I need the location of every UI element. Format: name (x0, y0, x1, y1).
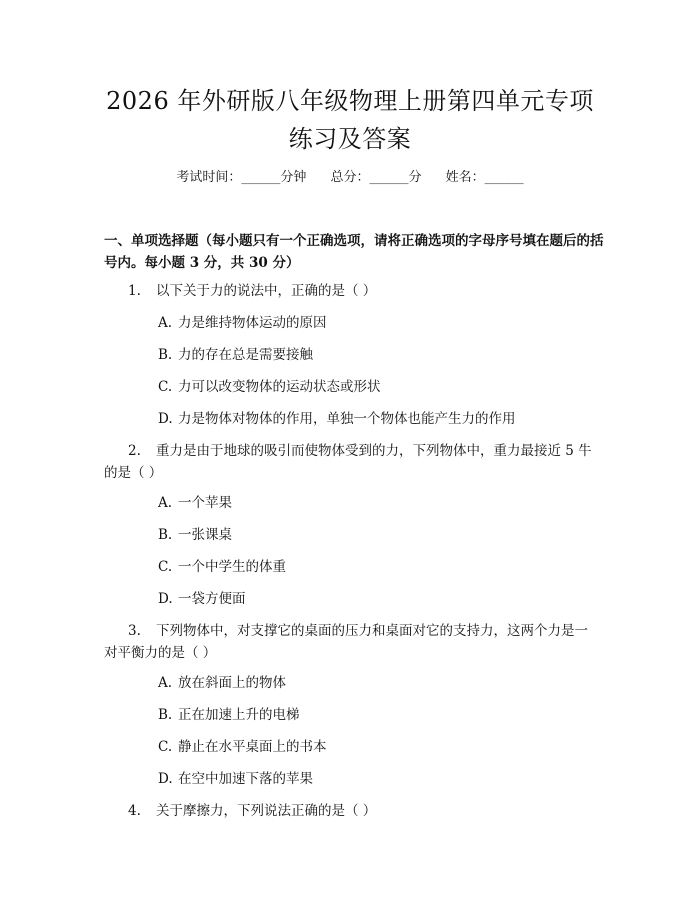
option-3b (158, 704, 300, 726)
option-text: 在空中加速下落的苹果 (178, 771, 313, 787)
question-4 (104, 800, 600, 822)
option-letter: D. (158, 591, 173, 607)
option-text: 放在斜面上的物体 (178, 675, 286, 691)
option-letter: C. (158, 739, 173, 755)
option-text: 力可以改变物体的运动状态或形状 (178, 379, 381, 395)
student-name: 姓名：______ (445, 170, 524, 185)
option-text: 力的存在总是需要接触 (178, 347, 313, 363)
option-letter: D. (158, 411, 173, 427)
option-letter: A. (158, 315, 173, 331)
option-letter: C. (158, 379, 173, 395)
question-1 (104, 280, 600, 302)
option-text: 静止在水平桌面上的书本 (178, 739, 327, 755)
option-2d (158, 588, 246, 610)
option-1c (158, 376, 381, 398)
option-letter: A. (158, 675, 173, 691)
option-3d (158, 768, 313, 790)
question-number: 2. (128, 443, 141, 459)
question-3 (104, 620, 600, 664)
option-letter: D. (158, 771, 173, 787)
option-letter: B. (158, 347, 173, 363)
option-3c (158, 736, 327, 758)
option-text: 一个中学生的体重 (178, 559, 286, 575)
option-letter: C. (158, 559, 173, 575)
question-text: 以下关于力的说法中，正确的是（ ） (156, 283, 377, 299)
option-text: 力是物体对物体的作用，单独一个物体也能产生力的作用 (178, 411, 516, 427)
option-text: 力是维持物体运动的原因 (178, 315, 327, 331)
option-2a (158, 492, 232, 514)
option-letter: B. (158, 707, 173, 723)
exam-time: 考试时间：______分钟 (176, 170, 307, 185)
option-text: 一张课桌 (178, 527, 232, 543)
option-letter: B. (158, 527, 173, 543)
exam-score: 总分：______分 (330, 170, 422, 185)
exam-meta (0, 168, 700, 188)
option-letter: A. (158, 495, 173, 511)
question-number: 3. (128, 623, 141, 639)
option-1b (158, 344, 313, 366)
option-2b (158, 524, 232, 546)
option-3a (158, 672, 286, 694)
question-text: 关于摩擦力，下列说法正确的是（ ） (156, 803, 377, 819)
question-text: 下列物体中，对支撑它的桌面的压力和桌面对它的支持力，这两个力是一对平衡力的是（ ） (104, 623, 588, 661)
option-1d (158, 408, 516, 430)
option-2c (158, 556, 286, 578)
question-number: 4. (128, 803, 141, 819)
title-line-2: 练习及答案 (288, 125, 412, 153)
option-text: 一袋方便面 (178, 591, 246, 607)
title-line-1: 2026 年外研版八年级物理上册第四单元专项 (106, 87, 594, 115)
option-text: 正在加速上升的电梯 (178, 707, 300, 723)
section-heading: 一、单项选择题（每小题只有一个正确选项，请将正确选项的字母序号填在题后的括号内。每小题 3 分，共 30 分） (104, 233, 604, 271)
option-text: 一个苹果 (178, 495, 232, 511)
question-text: 重力是由于地球的吸引而使物体受到的力，下列物体中，重力最接近 5 牛的是（ ） (104, 443, 592, 481)
document-title (60, 82, 640, 158)
option-1a (158, 312, 327, 334)
question-number: 1. (128, 283, 141, 299)
question-2 (104, 440, 600, 484)
